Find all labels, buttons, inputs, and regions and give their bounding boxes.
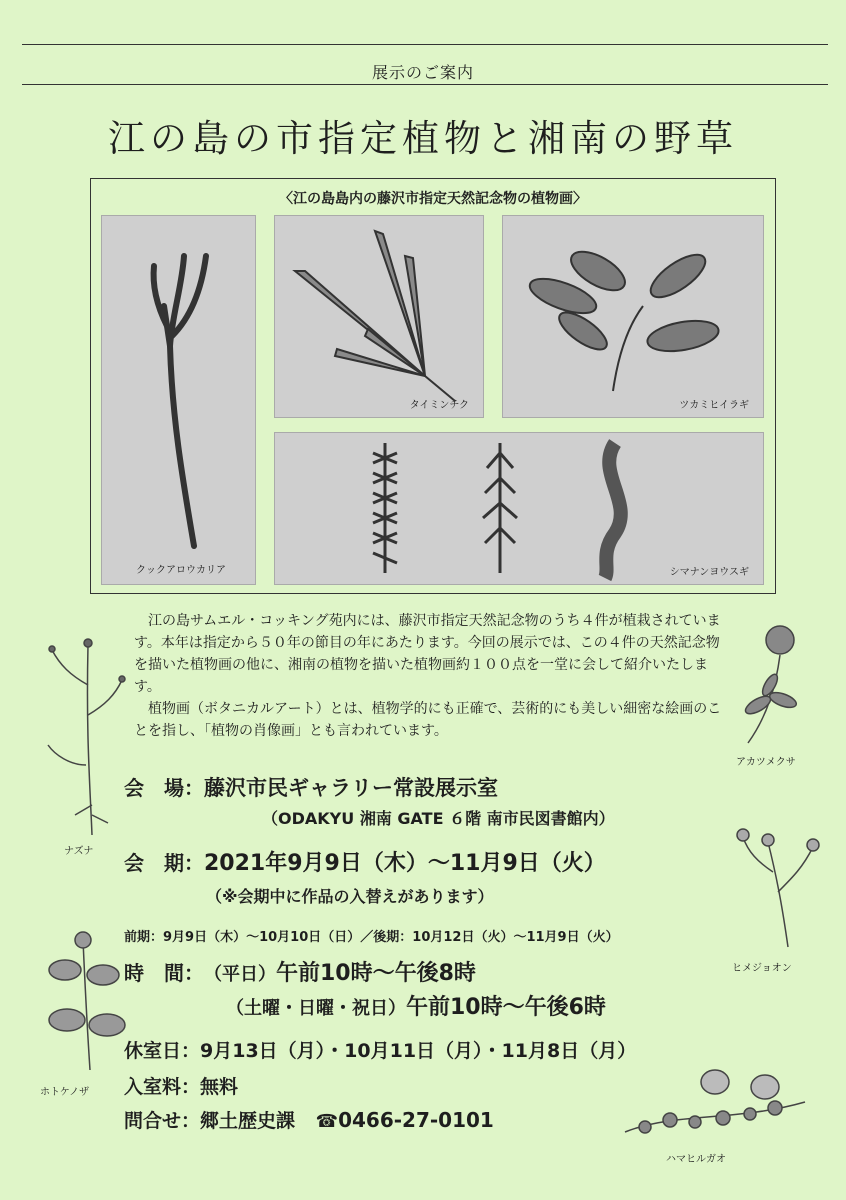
period-detail: 前期：9月9日（木）～10月10日（日）／後期：10月12日（火）～11月9日（火） <box>124 930 619 945</box>
akatsumekusa-illustration <box>728 615 828 750</box>
closed-value: 9月13日（月）・10月11日（月）・11月8日（月） <box>200 1040 637 1062</box>
venue-sub: （ODAKYU 湘南 GATE ６階 南市民図書館内） <box>262 809 615 828</box>
period-row <box>124 846 606 877</box>
plant-illustration-2 <box>275 216 485 419</box>
plant-panel-1 <box>101 215 256 585</box>
intro-text <box>134 610 730 742</box>
nazuna-illustration <box>30 625 130 840</box>
intro-paragraph-2: 植物画（ボタニカルアート）とは、植物学的にも正確で、芸術的にも美しい細密な絵画のことを指し、「植物の肖像画」とも言われています。 <box>134 701 722 739</box>
period-note: （※会期中に作品の入替えがあります） <box>206 887 494 906</box>
admission-value: 無料 <box>200 1076 239 1098</box>
hotokenoza-label: ホトケノザ <box>40 1087 90 1098</box>
admission-row <box>124 1072 238 1099</box>
contact-row <box>124 1106 494 1133</box>
himejoon-illustration <box>728 822 828 952</box>
hamahirugao-illustration <box>615 1062 815 1152</box>
hours-label: 時 間： <box>124 961 204 985</box>
admission-label: 入室料： <box>124 1076 201 1098</box>
plant-panel-2 <box>274 215 484 418</box>
plant-label-1: クックアロウカリア <box>136 565 226 576</box>
phone-icon: ☎ <box>315 1111 339 1132</box>
hours-weekend: 午前10時～午後6時 <box>406 995 606 1020</box>
plant-illustration-3 <box>503 216 765 419</box>
plant-illustration-1 <box>102 216 257 586</box>
venue-row <box>124 772 498 802</box>
himejoon-label: ヒメジョオン <box>732 963 792 974</box>
plant-panel-3 <box>502 215 764 418</box>
hamahirugao-label: ハマヒルガオ <box>666 1154 726 1165</box>
plant-label-3: ツカミヒイラギ <box>679 400 749 411</box>
venue-label: 会 場： <box>124 776 204 800</box>
header-label: 展示のご案内 <box>371 63 474 82</box>
contact-dept: 郷土歴史課 <box>200 1110 296 1132</box>
intro-paragraph-1: 江の島サムエル・コッキング苑内には、藤沢市指定天然記念物のうち４件が植栽されています。本年は指定から５０年の節目の年にあたります。今回の展示では、この４件の天然記念物を描いた植物画の他に、湘南の植物を描いた植物画約１００点を一堂に会して紹介いたします。 <box>134 613 721 695</box>
header-rule <box>22 84 828 85</box>
closed-row <box>124 1036 636 1063</box>
closed-label: 休室日： <box>124 1040 201 1062</box>
period-label: 会 期： <box>124 851 204 875</box>
period-value: 2021年9月9日（木）～11月9日（火） <box>204 851 606 876</box>
page-title: 江の島の市指定植物と湘南の野草 <box>108 117 738 160</box>
contact-label: 問合せ： <box>124 1110 201 1132</box>
gallery-caption: 〈江の島島内の藤沢市指定天然記念物の植物画〉 <box>279 191 587 207</box>
hours-weekend-row <box>226 990 606 1021</box>
nazuna-label: ナズナ <box>64 846 94 857</box>
plant-label-4: シマナンヨウスギ <box>669 567 749 578</box>
top-rule <box>22 44 828 45</box>
hotokenoza-illustration <box>35 925 135 1075</box>
plant-label-2: タイミンチク <box>409 400 469 411</box>
hours-weekday-label: （平日） <box>204 964 276 985</box>
hours-weekend-label: （土曜・日曜・祝日） <box>226 998 406 1019</box>
akatsumekusa-label: アカツメクサ <box>736 757 796 768</box>
plant-panel-4 <box>274 432 764 585</box>
hours-weekday: 午前10時～午後8時 <box>276 961 476 986</box>
venue-value: 藤沢市民ギャラリー常設展示室 <box>204 776 498 800</box>
contact-phone: 0466-27-0101 <box>338 1108 494 1132</box>
hours-row <box>124 956 476 987</box>
